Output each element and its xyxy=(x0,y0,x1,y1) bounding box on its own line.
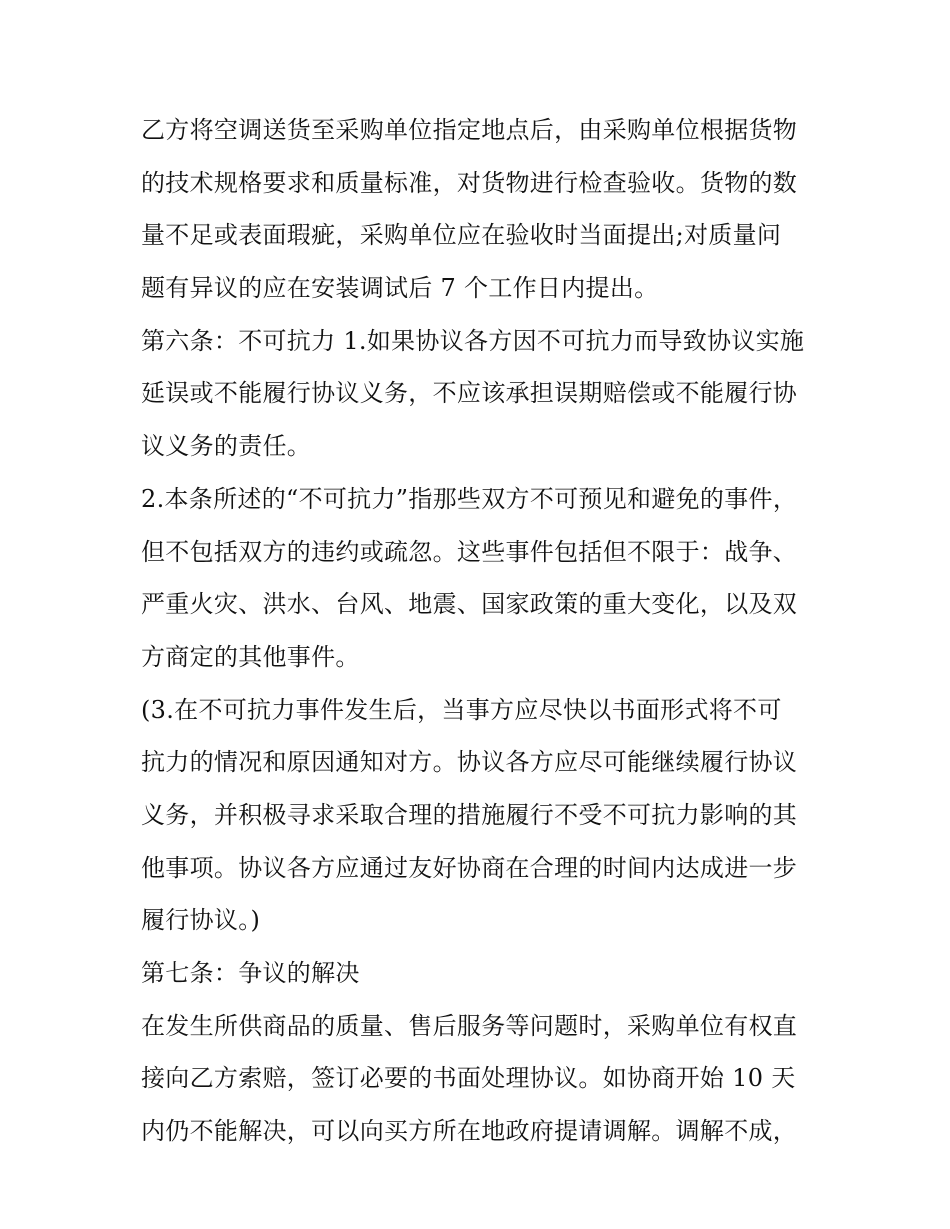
text-line: 延误或不能履行协议义务，不应该承担误期赔偿或不能履行协 xyxy=(141,379,798,408)
text-line: 题有异议的应在安装调试后 7 个工作日内提出。 xyxy=(141,274,659,303)
text-line: 义务，并积极寻求采取合理的措施履行不受不可抗力影响的其 xyxy=(141,800,798,829)
text-line: 严重火灾、洪水、台风、地震、国家政策的重大变化，以及双 xyxy=(141,590,798,619)
text-line: 乙方将空调送货至采购单位指定地点后，由采购单位根据货物 xyxy=(141,116,798,144)
text-line: 议义务的责任。 xyxy=(141,432,312,461)
text-line: 方商定的其他事件。 xyxy=(141,642,360,671)
text-line: 内仍不能解决，可以向买方所在地政府提请调解。调解不成， xyxy=(141,1117,798,1146)
contract-text xyxy=(141,108,821,1162)
text-line: 接向乙方索赔，签订必要的书面处理协议。如协商开始 10 天 xyxy=(141,1064,796,1093)
text-line: 在发生所供商品的质量、售后服务等问题时，采购单位有权直 xyxy=(141,1011,798,1040)
article-seven-heading: 第七条：争议的解决 xyxy=(141,959,360,987)
article-six-heading-line: 第六条：不可抗力 1.如果协议各方因不可抗力而导致协议实施 xyxy=(141,326,805,355)
text-line: 但不包括双方的违约或疏忽。这些事件包括但不限于：战争、 xyxy=(141,537,798,566)
text-line: 量不足或表面瑕疵，采购单位应在验收时当面提出;对质量问 xyxy=(141,221,782,250)
text-line: 履行协议。) xyxy=(141,906,261,935)
text-line: 抗力的情况和原因通知对方。协议各方应尽可能继续履行协议 xyxy=(141,748,798,777)
clause-3-line: (3.在不可抗力事件发生后，当事方应尽快以书面形式将不可 xyxy=(141,695,782,724)
text-line: 的技术规格要求和质量标准，对货物进行检查验收。货物的数 xyxy=(141,168,798,197)
clause-2-line: 2.本条所述的“不可抗力”指那些双方不可预见和避免的事件， xyxy=(141,484,798,513)
text-line: 他事项。协议各方应通过友好协商在合理的时间内达成进一步 xyxy=(141,853,798,882)
